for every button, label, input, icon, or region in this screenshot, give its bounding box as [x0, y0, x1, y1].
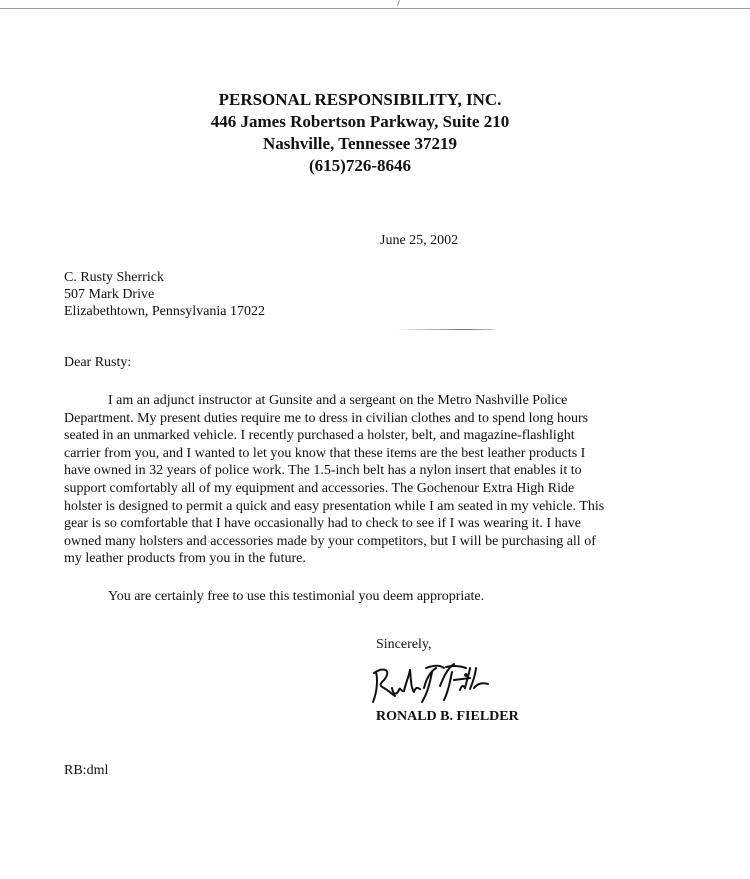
- salutation: Dear Rusty:: [64, 355, 132, 370]
- company-street: 446 James Robertson Parkway, Suite 210: [210, 112, 510, 131]
- company-city: Nashville, Tennessee 37219: [262, 134, 458, 153]
- scan-smudge: [395, 329, 495, 330]
- paragraph-line: Department. My present duties require me to dress in civilian clothes and to spend long hours: [64, 410, 589, 426]
- company-phone: (615)726-8646: [309, 156, 411, 175]
- paragraph-line: I am an adjunct instructor at Gunsite and a sergeant on the Metro Nashville Police: [108, 393, 568, 408]
- recipient-name: C. Rusty Sherrick: [64, 270, 164, 285]
- paragraph-line: my leather products from you in the future.: [64, 551, 306, 567]
- paragraph-line: owned many holsters and accessories made by your competitors, but I will be purchasing all of: [64, 533, 596, 549]
- recipient-street: 507 Mark Drive: [64, 287, 155, 302]
- letterhead: [0, 89, 720, 177]
- recipient-city: Elizabethtown, Pennsylvania 17022: [64, 304, 266, 319]
- paragraph-line: carrier from you, and I wanted to let you know that these items are the best leather products I: [64, 445, 586, 461]
- paragraph-line: support comfortably all of my equipment and accessories. The Gochenour Extra High Ride: [64, 480, 575, 496]
- letter-date: June 25, 2002: [380, 233, 459, 248]
- paragraph-line: holster is designed to permit a quick and easy presentation while I am seated in my vehicle. This: [64, 498, 605, 514]
- paragraph-line: gear is so comfortable that I have occasionally had to check to see if I was wearing it. I have: [64, 516, 582, 532]
- paragraph-line: seated in an unmarked vehicle. I recently purchased a holster, belt, and magazine-flashlight: [64, 428, 575, 444]
- paragraph-line: You are certainly free to use this testimonial you deem appropriate.: [108, 589, 485, 604]
- scan-edge-line: [0, 8, 750, 9]
- body-paragraph-2: [64, 588, 644, 606]
- body-paragraph-1: [64, 392, 644, 568]
- typist-initials: RB:dml: [64, 763, 109, 778]
- handwritten-signature: [370, 658, 494, 706]
- scan-mark: [397, 0, 400, 6]
- company-name: PERSONAL RESPONSIBILITY, INC.: [218, 90, 502, 109]
- paragraph-line: have owned in 32 years of police work. The 1.5-inch belt has a nylon insert that enables it to: [64, 463, 582, 479]
- closing: Sincerely,: [376, 637, 432, 652]
- signer-name: RONALD B. FIELDER: [376, 709, 519, 724]
- recipient-address: [64, 269, 265, 320]
